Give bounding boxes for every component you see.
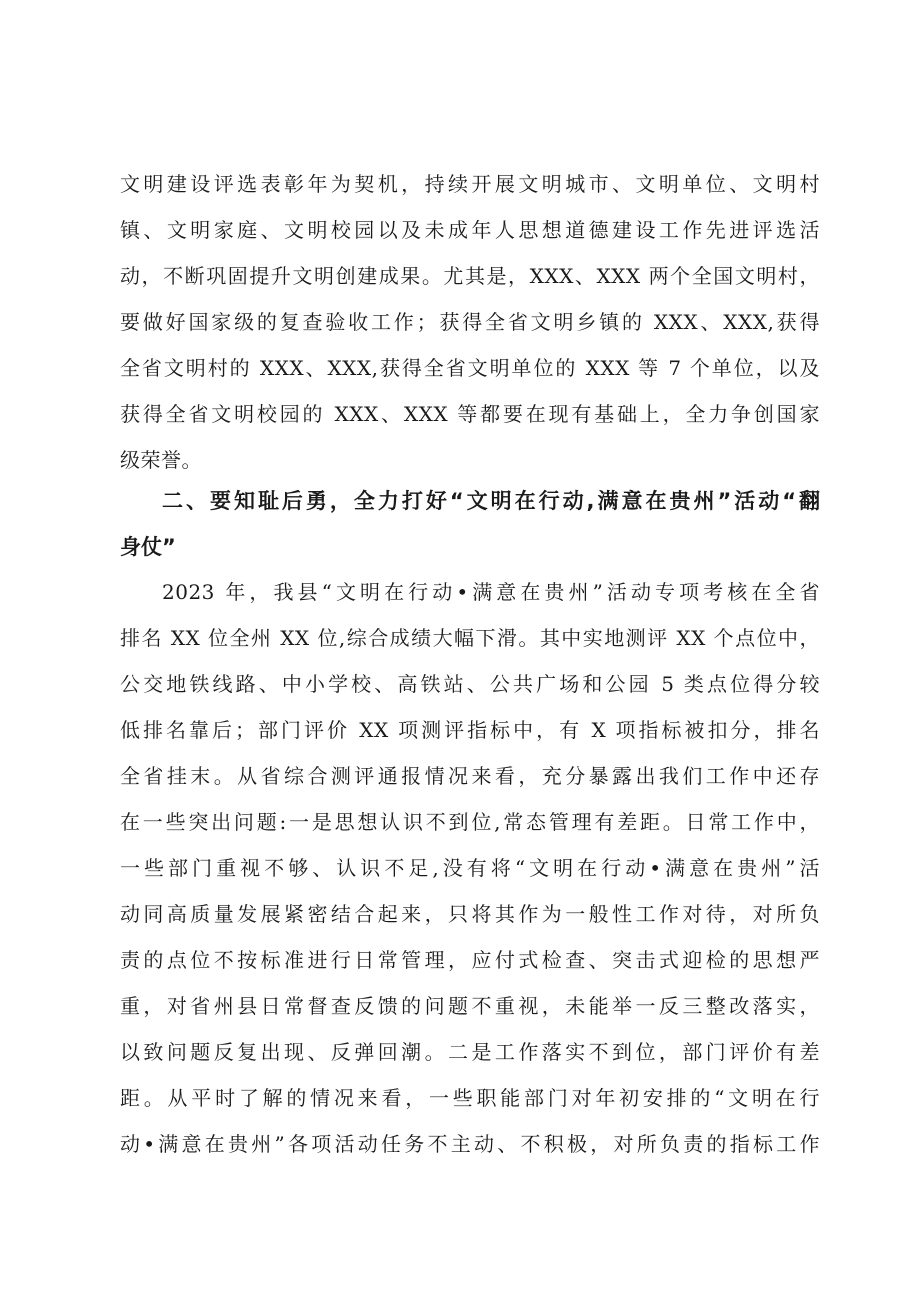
paragraph-continuation <box>120 161 820 483</box>
text-line: 距。从平时了解的情况来看，一些职能部门对年初安排的“文明在行 <box>120 1086 820 1110</box>
paragraph-body <box>120 569 820 1167</box>
section-heading <box>120 478 820 570</box>
text-line: 动，不断巩固提升文明创建成果。尤其是，XXX、XXX 两个全国文明村， <box>120 264 820 288</box>
text-line: 级荣誉。 <box>120 448 202 472</box>
text-line: 全省挂末。从省综合测评通报情况来看，充分暴露出我们工作中还存 <box>120 764 820 788</box>
text-line: 镇、文明家庭、文明校园以及未成年人思想道德建设工作先进评选活 <box>120 218 820 242</box>
text-line: 排名 XX 位全州 XX 位,综合成绩大幅下滑。其中实地测评 XX 个点位中， <box>120 626 820 650</box>
text-line: 动同高质量发展紧密结合起来，只将其作为一般性工作对待，对所负 <box>120 902 820 926</box>
text-line: 2023 年，我县“文明在行动•满意在贵州”活动专项考核在全省 <box>162 580 820 604</box>
text-line: 动•满意在贵州”各项活动任务不主动、不积极，对所负责的指标工作 <box>120 1132 820 1156</box>
text-line: 在一些突出问题:一是思想认识不到位,常态管理有差距。日常工作中， <box>120 810 820 834</box>
text-line: 要做好国家级的复查验收工作；获得全省文明乡镇的 XXX、XXX,获得 <box>120 310 820 334</box>
text-line: 全省文明村的 XXX、XXX,获得全省文明单位的 XXX 等 7 个单位，以及 <box>120 356 820 380</box>
heading-line: 身仗” <box>120 535 176 559</box>
text-line: 以致问题反复出现、反弹回潮。二是工作落实不到位，部门评价有差 <box>120 1040 820 1064</box>
text-line: 文明建设评选表彰年为契机，持续开展文明城市、文明单位、文明村 <box>120 172 820 196</box>
text-line: 责的点位不按标准进行日常管理，应付式检查、突击式迎检的思想严 <box>120 948 820 972</box>
text-line: 重，对省州县日常督查反馈的问题不重视，未能举一反三整改落实， <box>120 994 820 1018</box>
text-line: 公交地铁线路、中小学校、高铁站、公共广场和公园 5 类点位得分较 <box>120 672 820 696</box>
text-line: 一些部门重视不够、认识不足,没有将“文明在行动•满意在贵州”活 <box>120 856 820 880</box>
text-line: 低排名靠后；部门评价 XX 项测评指标中，有 X 项指标被扣分，排名 <box>120 718 820 742</box>
text-line: 获得全省文明校园的 XXX、XXX 等都要在现有基础上，全力争创国家 <box>120 402 820 426</box>
heading-line: 二、要知耻后勇，全力打好“文明在行动,满意在贵州”活动“翻 <box>162 489 820 513</box>
